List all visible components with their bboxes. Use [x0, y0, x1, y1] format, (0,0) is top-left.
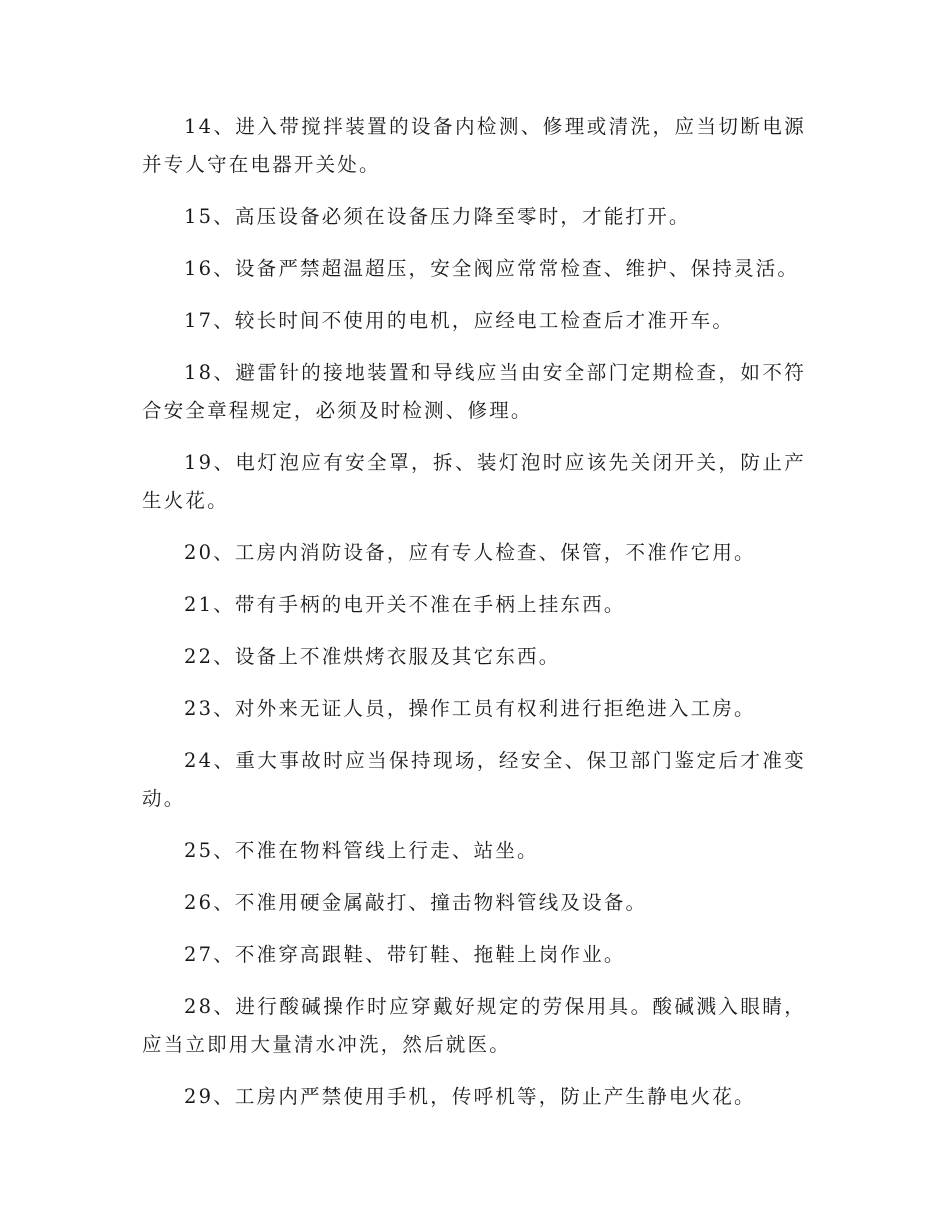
- rule-item-22: 22、设备上不准烘烤衣服及其它东西。: [184, 645, 561, 668]
- rule-item-23: 23、对外来无证人员，操作工员有权利进行拒绝进入工房。: [184, 697, 756, 720]
- rule-item-15: 15、高压设备必须在设备压力降至零时，才能打开。: [184, 205, 691, 228]
- rule-item-20: 20、工房内消防设备，应有专人检查、保管，不准作它用。: [184, 541, 756, 564]
- rule-item-24: 24、重大事故时应当保持现场，经安全、保卫部门鉴定后才准变动。: [142, 749, 806, 810]
- rule-item-27: 27、不准穿高跟鞋、带钉鞋、拖鞋上岗作业。: [184, 943, 626, 966]
- rule-item-28: 28、进行酸碱操作时应穿戴好规定的劳保用具。酸碱溅入眼睛，应当立即用大量清水冲洗，然后就医。: [142, 995, 806, 1056]
- rule-item-14: 14、进入带搅拌装置的设备内检测、修理或清洗，应当切断电源并专人守在电器开关处。: [142, 115, 806, 176]
- rule-item-29: 29、工房内严禁使用手机，传呼机等，防止产生静电火花。: [184, 1085, 756, 1108]
- document-body: [142, 108, 806, 1130]
- rule-item-16: 16、设备严禁超温超压，安全阀应常常检查、维护、保持灵活。: [184, 257, 800, 280]
- rule-item-18: 18、避雷针的接地装置和导线应当由安全部门定期检查，如不符合安全章程规定，必须及时检测、修理。: [142, 361, 806, 422]
- rule-item-19: 19、电灯泡应有安全罩，拆、装灯泡时应该先关闭开关，防止产生火花。: [142, 451, 806, 512]
- rule-item-21: 21、带有手柄的电开关不准在手柄上挂东西。: [184, 593, 626, 616]
- rule-item-25: 25、不准在物料管线上行走、站坐。: [184, 839, 539, 862]
- rule-item-17: 17、较长时间不使用的电机，应经电工检查后才准开车。: [184, 309, 735, 332]
- rule-item-26: 26、不准用硬金属敲打、撞击物料管线及设备。: [184, 891, 648, 914]
